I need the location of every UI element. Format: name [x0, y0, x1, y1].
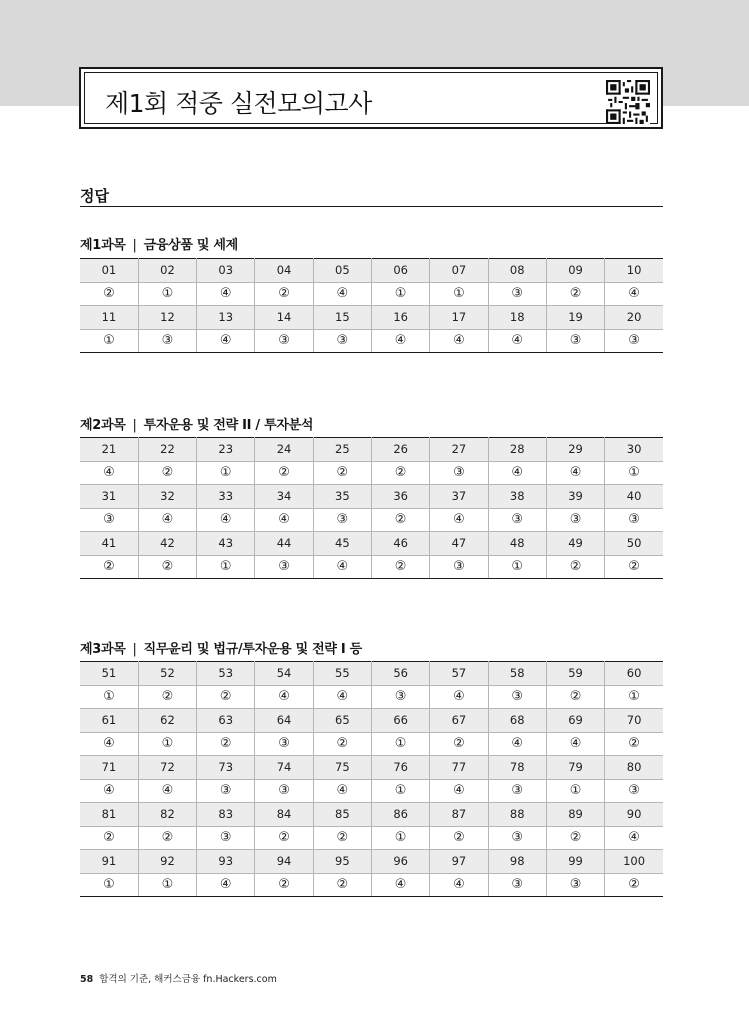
answer-cell: ④ [430, 329, 488, 353]
answer-cell: ② [371, 461, 429, 485]
answer-cell: ④ [80, 779, 138, 803]
answer-cell: ① [430, 282, 488, 306]
answer-cell: ③ [488, 685, 546, 709]
subject-name: 직무윤리 및 법규/투자운용 및 전략 I 등 [143, 642, 362, 657]
question-number-cell: 24 [255, 438, 313, 462]
question-number-cell: 79 [546, 756, 604, 780]
answer-cell: ③ [255, 732, 313, 756]
subject-name: 투자운용 및 전략 II / 투자분석 [143, 418, 314, 433]
question-number-cell: 45 [313, 532, 371, 556]
answer-cell: ② [138, 461, 196, 485]
question-number-cell: 82 [138, 803, 196, 827]
answer-cell: ② [430, 826, 488, 850]
question-number-row [80, 306, 663, 330]
answer-cell: ① [197, 461, 255, 485]
answer-cell: ① [371, 732, 429, 756]
question-number-cell: 46 [371, 532, 429, 556]
answer-cell: ① [371, 282, 429, 306]
question-number-row [80, 662, 663, 686]
question-number-cell: 65 [313, 709, 371, 733]
question-number-cell: 84 [255, 803, 313, 827]
question-number-cell: 57 [430, 662, 488, 686]
question-number-cell: 53 [197, 662, 255, 686]
answer-cell: ① [488, 555, 546, 579]
title-inner-frame [84, 72, 658, 124]
answer-cell: ① [138, 732, 196, 756]
answer-cell: ④ [313, 555, 371, 579]
answer-row [80, 461, 663, 485]
answer-cell: ③ [197, 779, 255, 803]
question-number-cell: 87 [430, 803, 488, 827]
question-number-cell: 02 [138, 259, 196, 283]
answer-cell: ④ [546, 461, 604, 485]
question-number-cell: 95 [313, 850, 371, 874]
answer-cell: ② [605, 732, 663, 756]
answer-cell: ③ [488, 508, 546, 532]
question-number-cell: 04 [255, 259, 313, 283]
question-number-cell: 30 [605, 438, 663, 462]
answer-cell: ③ [430, 555, 488, 579]
answer-cell: ① [138, 873, 196, 897]
question-number-cell: 49 [546, 532, 604, 556]
question-number-cell: 63 [197, 709, 255, 733]
question-number-cell: 62 [138, 709, 196, 733]
subject-separator: | [132, 418, 137, 433]
question-number-cell: 12 [138, 306, 196, 330]
answer-cell: ② [80, 282, 138, 306]
answer-row [80, 685, 663, 709]
question-number-cell: 44 [255, 532, 313, 556]
subject-separator: | [132, 238, 137, 253]
question-number-cell: 05 [313, 259, 371, 283]
question-number-cell: 59 [546, 662, 604, 686]
answer-cell: ④ [605, 826, 663, 850]
answer-cell: ④ [197, 329, 255, 353]
question-number-cell: 97 [430, 850, 488, 874]
question-number-row [80, 532, 663, 556]
answer-cell: ④ [255, 508, 313, 532]
answer-cell: ② [138, 685, 196, 709]
question-number-cell: 40 [605, 485, 663, 509]
question-number-cell: 27 [430, 438, 488, 462]
question-number-cell: 37 [430, 485, 488, 509]
answer-cell: ③ [546, 873, 604, 897]
question-number-row [80, 438, 663, 462]
answer-cell: ② [371, 555, 429, 579]
answer-cell: ② [313, 461, 371, 485]
answer-row [80, 779, 663, 803]
answer-cell: ③ [430, 461, 488, 485]
question-number-cell: 31 [80, 485, 138, 509]
question-number-cell: 50 [605, 532, 663, 556]
answer-cell: ④ [313, 282, 371, 306]
answer-cell: ③ [488, 826, 546, 850]
section-title: 정답 [80, 187, 109, 205]
answer-cell: ④ [371, 873, 429, 897]
question-number-cell: 26 [371, 438, 429, 462]
answer-cell: ② [255, 873, 313, 897]
answer-cell: ③ [371, 685, 429, 709]
answer-cell: ② [255, 826, 313, 850]
question-number-cell: 89 [546, 803, 604, 827]
question-number-cell: 19 [546, 306, 604, 330]
answer-cell: ② [546, 685, 604, 709]
question-number-cell: 11 [80, 306, 138, 330]
answer-table-subject-2 [80, 437, 663, 579]
question-number-cell: 64 [255, 709, 313, 733]
question-number-cell: 73 [197, 756, 255, 780]
question-number-cell: 08 [488, 259, 546, 283]
subject-3-heading [80, 638, 362, 657]
section-divider [80, 206, 663, 207]
answer-row [80, 873, 663, 897]
question-number-cell: 98 [488, 850, 546, 874]
question-number-cell: 80 [605, 756, 663, 780]
answer-cell: ① [80, 685, 138, 709]
question-number-cell: 86 [371, 803, 429, 827]
answer-cell: ③ [488, 873, 546, 897]
answer-cell: ③ [80, 508, 138, 532]
question-number-cell: 28 [488, 438, 546, 462]
question-number-row [80, 850, 663, 874]
question-number-cell: 52 [138, 662, 196, 686]
question-number-cell: 55 [313, 662, 371, 686]
answer-cell: ② [371, 508, 429, 532]
question-number-cell: 18 [488, 306, 546, 330]
answer-cell: ④ [605, 282, 663, 306]
answer-cell: ② [255, 282, 313, 306]
question-number-cell: 38 [488, 485, 546, 509]
question-number-cell: 07 [430, 259, 488, 283]
answer-cell: ① [371, 779, 429, 803]
answer-cell: ③ [546, 508, 604, 532]
question-number-cell: 09 [546, 259, 604, 283]
answer-cell: ④ [80, 732, 138, 756]
answer-cell: ③ [197, 826, 255, 850]
answer-cell: ③ [546, 329, 604, 353]
question-number-cell: 06 [371, 259, 429, 283]
answer-cell: ④ [488, 329, 546, 353]
answer-cell: ④ [430, 508, 488, 532]
answer-row [80, 329, 663, 353]
subject-2-heading [80, 414, 313, 433]
answer-cell: ② [197, 732, 255, 756]
question-number-cell: 51 [80, 662, 138, 686]
question-number-cell: 69 [546, 709, 604, 733]
question-number-cell: 99 [546, 850, 604, 874]
answer-cell: ④ [430, 779, 488, 803]
question-number-row [80, 803, 663, 827]
question-number-cell: 93 [197, 850, 255, 874]
question-number-cell: 13 [197, 306, 255, 330]
question-number-row [80, 709, 663, 733]
answer-cell: ② [80, 555, 138, 579]
question-number-cell: 67 [430, 709, 488, 733]
question-number-cell: 68 [488, 709, 546, 733]
answer-cell: ② [430, 732, 488, 756]
answer-row [80, 555, 663, 579]
page-footer [80, 971, 277, 985]
answer-cell: ③ [313, 329, 371, 353]
question-number-cell: 56 [371, 662, 429, 686]
answer-cell: ① [605, 685, 663, 709]
page-title: 제1회 적중 실전모의고사 [105, 89, 372, 118]
question-number-cell: 96 [371, 850, 429, 874]
answer-cell: ④ [430, 873, 488, 897]
answer-cell: ③ [313, 508, 371, 532]
answer-cell: ② [313, 732, 371, 756]
question-number-cell: 100 [605, 850, 663, 874]
answer-cell: ④ [488, 732, 546, 756]
question-number-cell: 14 [255, 306, 313, 330]
question-number-cell: 33 [197, 485, 255, 509]
answer-cell: ② [546, 555, 604, 579]
answer-cell: ① [546, 779, 604, 803]
question-number-cell: 41 [80, 532, 138, 556]
subject-name: 금융상품 및 세제 [143, 238, 238, 253]
question-number-cell: 66 [371, 709, 429, 733]
question-number-cell: 88 [488, 803, 546, 827]
question-number-cell: 85 [313, 803, 371, 827]
question-number-cell: 47 [430, 532, 488, 556]
question-number-cell: 60 [605, 662, 663, 686]
answer-cell: ④ [138, 779, 196, 803]
answer-cell: ① [80, 329, 138, 353]
question-number-cell: 20 [605, 306, 663, 330]
question-number-cell: 77 [430, 756, 488, 780]
answer-cell: ③ [605, 329, 663, 353]
answer-row [80, 282, 663, 306]
answer-cell: ① [138, 282, 196, 306]
answer-cell: ④ [546, 732, 604, 756]
answer-cell: ② [138, 826, 196, 850]
question-number-cell: 22 [138, 438, 196, 462]
qr-code-icon[interactable] [606, 80, 650, 124]
question-number-cell: 48 [488, 532, 546, 556]
answer-cell: ③ [255, 329, 313, 353]
answer-cell: ② [546, 282, 604, 306]
question-number-cell: 23 [197, 438, 255, 462]
answer-cell: ② [138, 555, 196, 579]
subject-prefix: 제1과목 [80, 238, 126, 253]
answer-cell: ④ [371, 329, 429, 353]
answer-cell: ④ [197, 508, 255, 532]
answer-cell: ③ [488, 779, 546, 803]
question-number-cell: 81 [80, 803, 138, 827]
answer-cell: ② [546, 826, 604, 850]
subject-separator: | [132, 642, 137, 657]
answer-cell: ① [371, 826, 429, 850]
question-number-cell: 43 [197, 532, 255, 556]
question-number-cell: 32 [138, 485, 196, 509]
subject-prefix: 제2과목 [80, 418, 126, 433]
answer-cell: ③ [255, 555, 313, 579]
question-number-cell: 15 [313, 306, 371, 330]
question-number-cell: 10 [605, 259, 663, 283]
answer-cell: ④ [255, 685, 313, 709]
subject-1-heading [80, 234, 238, 253]
question-number-cell: 42 [138, 532, 196, 556]
answer-cell: ② [197, 685, 255, 709]
answer-cell: ② [605, 873, 663, 897]
question-number-cell: 54 [255, 662, 313, 686]
answer-cell: ② [605, 555, 663, 579]
answer-cell: ④ [430, 685, 488, 709]
question-number-cell: 76 [371, 756, 429, 780]
question-number-cell: 92 [138, 850, 196, 874]
question-number-cell: 70 [605, 709, 663, 733]
question-number-cell: 36 [371, 485, 429, 509]
answer-cell: ③ [138, 329, 196, 353]
question-number-cell: 74 [255, 756, 313, 780]
question-number-cell: 21 [80, 438, 138, 462]
answer-cell: ④ [488, 461, 546, 485]
answer-cell: ③ [605, 508, 663, 532]
answer-cell: ① [80, 873, 138, 897]
question-number-row [80, 756, 663, 780]
answer-cell: ④ [80, 461, 138, 485]
answer-cell: ② [80, 826, 138, 850]
answer-cell: ④ [197, 873, 255, 897]
answer-cell: ④ [197, 282, 255, 306]
question-number-cell: 90 [605, 803, 663, 827]
answer-row [80, 826, 663, 850]
answer-table-subject-3 [80, 661, 663, 897]
title-box [79, 67, 663, 129]
answer-cell: ④ [313, 685, 371, 709]
question-number-cell: 78 [488, 756, 546, 780]
page-number: 58 [80, 974, 94, 985]
question-number-row [80, 485, 663, 509]
question-number-cell: 71 [80, 756, 138, 780]
subject-prefix: 제3과목 [80, 642, 126, 657]
question-number-cell: 72 [138, 756, 196, 780]
answer-cell: ① [605, 461, 663, 485]
answer-cell: ③ [605, 779, 663, 803]
footer-text: 합격의 기준, 해커스금융 fn.Hackers.com [99, 974, 277, 985]
answer-cell: ③ [255, 779, 313, 803]
question-number-cell: 75 [313, 756, 371, 780]
question-number-cell: 03 [197, 259, 255, 283]
question-number-row [80, 259, 663, 283]
question-number-cell: 25 [313, 438, 371, 462]
question-number-cell: 29 [546, 438, 604, 462]
answer-cell: ② [255, 461, 313, 485]
answer-cell: ④ [313, 779, 371, 803]
question-number-cell: 61 [80, 709, 138, 733]
question-number-cell: 16 [371, 306, 429, 330]
answer-row [80, 732, 663, 756]
question-number-cell: 58 [488, 662, 546, 686]
answer-table-subject-1 [80, 258, 663, 353]
question-number-cell: 01 [80, 259, 138, 283]
question-number-cell: 94 [255, 850, 313, 874]
answer-cell: ③ [488, 282, 546, 306]
question-number-cell: 83 [197, 803, 255, 827]
question-number-cell: 91 [80, 850, 138, 874]
question-number-cell: 35 [313, 485, 371, 509]
answer-row [80, 508, 663, 532]
answer-cell: ① [197, 555, 255, 579]
question-number-cell: 34 [255, 485, 313, 509]
question-number-cell: 17 [430, 306, 488, 330]
answer-cell: ④ [138, 508, 196, 532]
answer-cell: ② [313, 873, 371, 897]
question-number-cell: 39 [546, 485, 604, 509]
answer-cell: ② [313, 826, 371, 850]
